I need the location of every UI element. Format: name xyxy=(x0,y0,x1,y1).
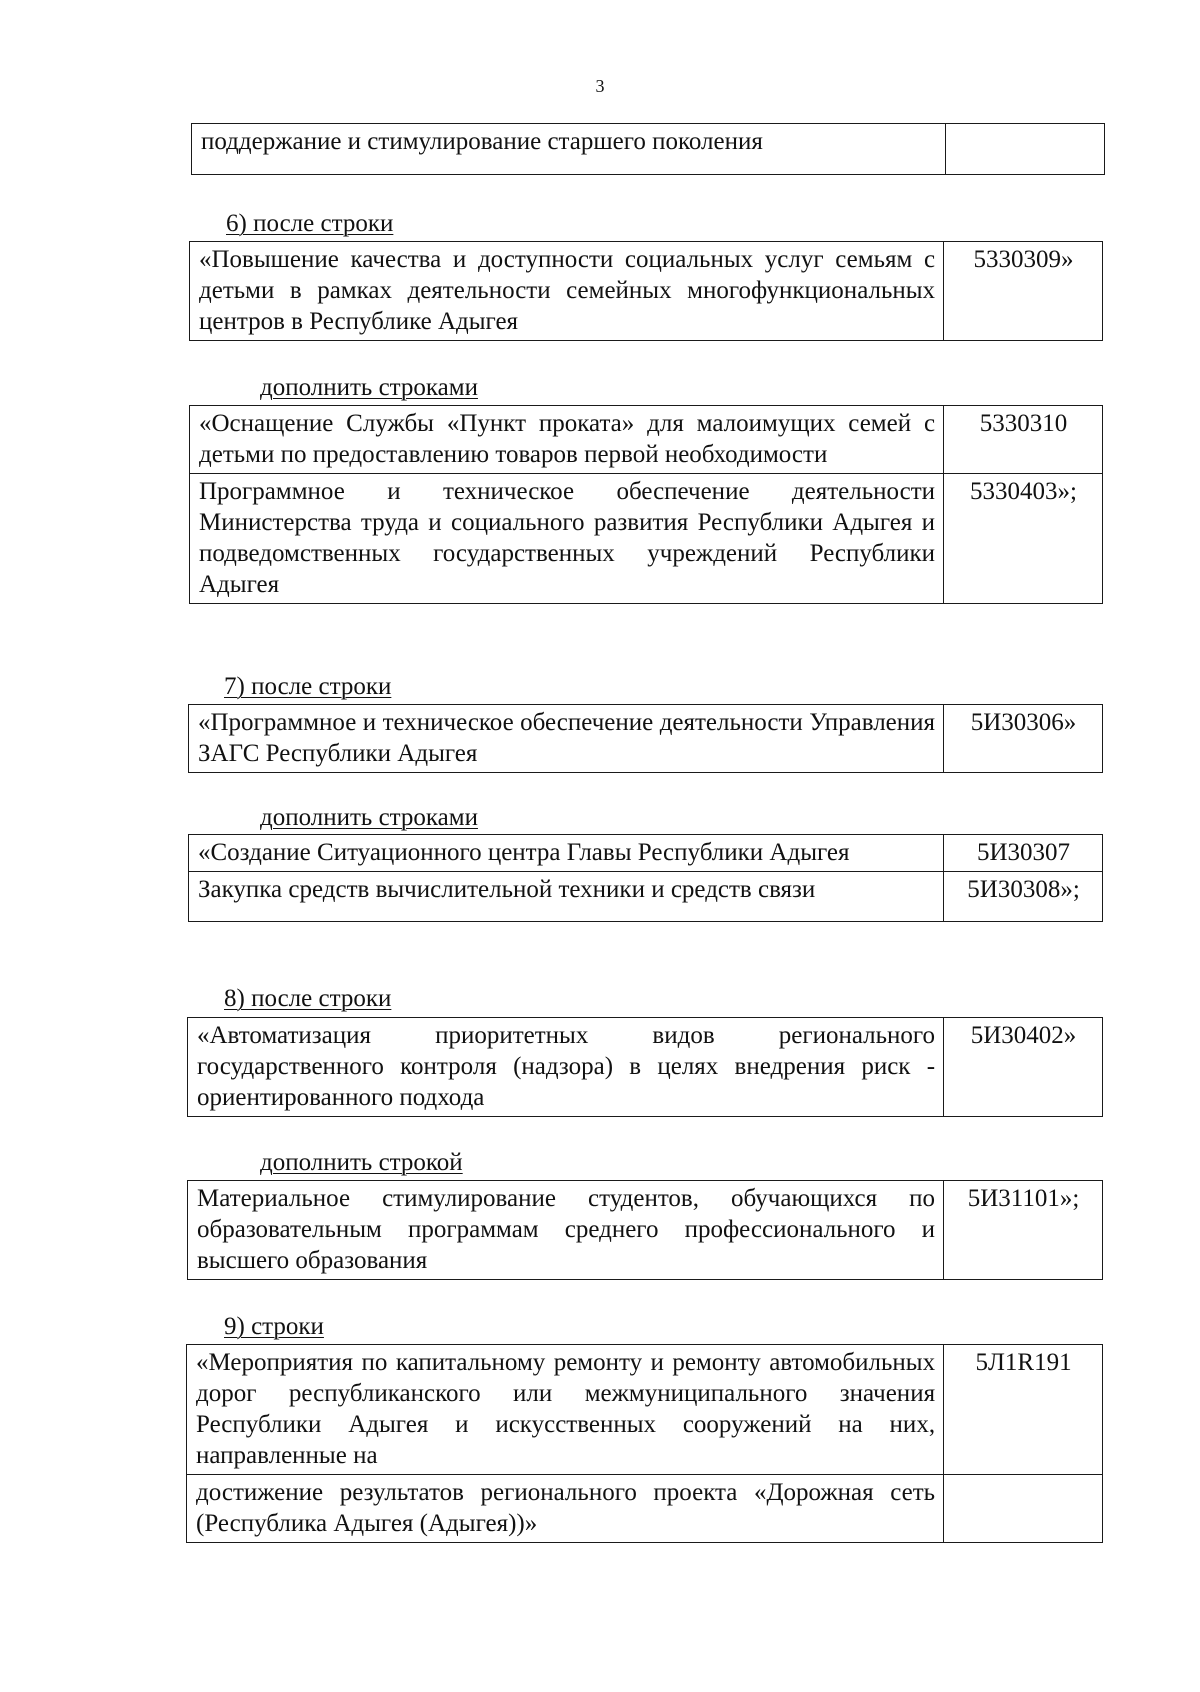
table-row xyxy=(190,406,1103,474)
row-code: 5И30307 xyxy=(944,835,1103,872)
row-name: поддержание и стимулирование старшего поколения xyxy=(192,124,946,175)
item-8-heading: 8) после строки xyxy=(224,985,392,1012)
item-7-heading: 7) после строки xyxy=(224,673,392,700)
row-code: 5И30402» xyxy=(944,1018,1103,1117)
table-row xyxy=(188,1018,1103,1117)
row-code: 5330403»; xyxy=(944,474,1103,604)
row-name: «Мероприятия по капитальному ремонту и ремонту автомобильных дорог республиканского или межмуниципального значения Республики Адыгея и искусственных сооружений на них, направленные на xyxy=(187,1345,944,1475)
item-7-table xyxy=(188,704,1103,773)
add-rows-heading: дополнить строками xyxy=(260,374,478,401)
row-name: «Автоматизация приоритетных видов регионального государственного контроля (надзора) в целях внедрения риск - ориентированного подхода xyxy=(188,1018,944,1117)
add-rows-table-6 xyxy=(189,405,1103,604)
row-name: «Повышение качества и доступности социальных услуг семьям с детьми в рамках деятельности семейных многофункциональных центров в Республике Адыгея xyxy=(190,242,944,341)
table-row xyxy=(187,1345,1103,1475)
item-6-table xyxy=(189,241,1103,341)
item-9-heading: 9) строки xyxy=(224,1313,324,1340)
add-row-heading: дополнить строкой xyxy=(260,1149,463,1176)
row-code xyxy=(946,124,1105,175)
table-row xyxy=(189,872,1103,922)
row-name: «Создание Ситуационного центра Главы Республики Адыгея xyxy=(189,835,944,872)
row-code: 5330310 xyxy=(944,406,1103,474)
row-code xyxy=(944,1475,1103,1543)
table-row xyxy=(190,474,1103,604)
table-row xyxy=(190,242,1103,341)
row-code: 5И30306» xyxy=(944,705,1103,773)
table-row xyxy=(189,835,1103,872)
row-name: Закупка средств вычислительной техники и средств связи xyxy=(189,872,944,922)
row-code: 5И31101»; xyxy=(944,1181,1103,1280)
continuation-table xyxy=(191,123,1105,175)
row-name: «Оснащение Службы «Пункт проката» для малоимущих семей с детьми по предоставлению товаров первой необходимости xyxy=(190,406,944,474)
item-8-table xyxy=(187,1017,1103,1117)
add-rows-table-7 xyxy=(188,834,1103,922)
row-code: 5И30308»; xyxy=(944,872,1103,922)
item-6-heading: 6) после строки xyxy=(226,210,394,237)
table-row xyxy=(189,705,1103,773)
row-name: Материальное стимулирование студентов, обучающихся по образовательным программам среднего профессионального и высшего образования xyxy=(188,1181,944,1280)
table-row xyxy=(187,1475,1103,1543)
row-name: «Программное и техническое обеспечение деятельности Управления ЗАГС Республики Адыгея xyxy=(189,705,944,773)
add-row-table-8 xyxy=(187,1180,1103,1280)
row-name: Программное и техническое обеспечение деятельности Министерства труда и социального развития Республики Адыгея и подведомственных государственных учреждений Республики Адыгея xyxy=(190,474,944,604)
page-number: 3 xyxy=(595,76,605,96)
item-9-table xyxy=(186,1344,1103,1543)
table-row xyxy=(188,1181,1103,1280)
row-code: 5330309» xyxy=(944,242,1103,341)
row-code: 5Л1R191 xyxy=(944,1345,1103,1475)
table-row xyxy=(192,124,1105,175)
row-name: достижение результатов регионального проекта «Дорожная сеть (Республика Адыгея (Адыгея))» xyxy=(187,1475,944,1543)
add-rows-heading: дополнить строками xyxy=(260,804,478,831)
